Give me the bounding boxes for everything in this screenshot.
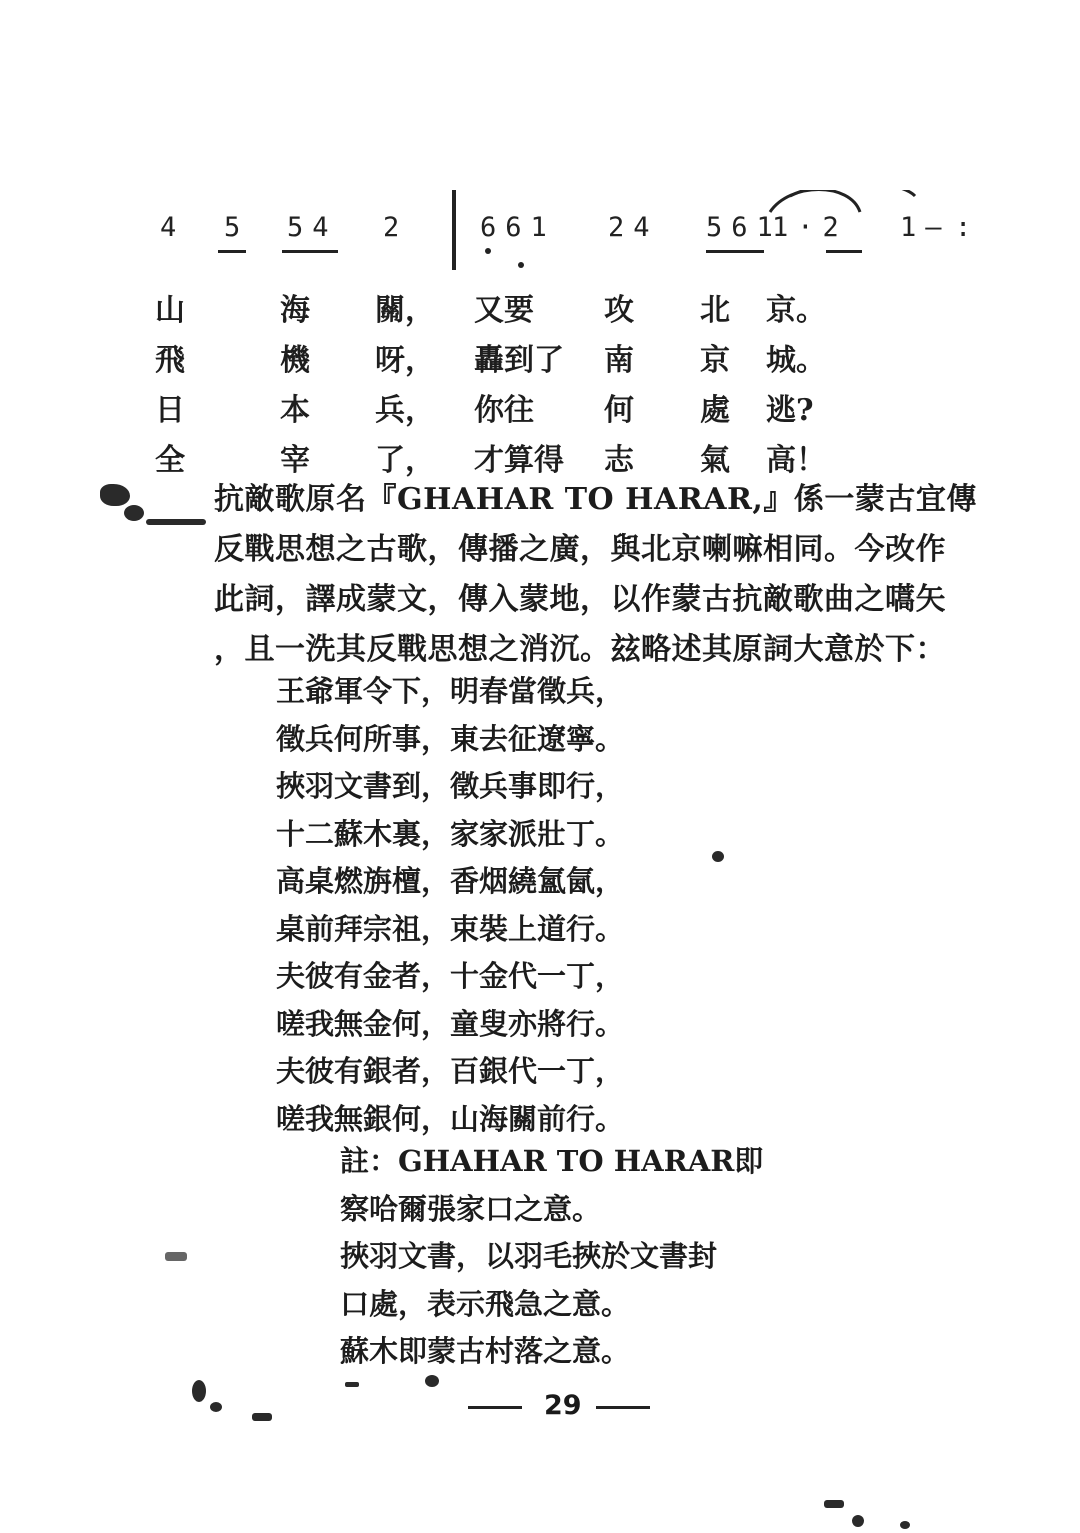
note-group: 24: [608, 212, 659, 243]
lyric-cell: 你往: [474, 393, 534, 428]
ink-blot: [712, 851, 724, 862]
paragraph-line: 此詞，譯成蒙文，傳入蒙地，以作蒙古抗敵歌曲之嚆矢: [214, 582, 946, 617]
ink-blot: [852, 1515, 864, 1527]
annotation-notes: [340, 1138, 770, 1376]
paragraph-line: 抗敵歌原名『GHAHAR TO HARAR,』係一蒙古宜傳: [214, 482, 977, 517]
paragraph-line: 反戰思想之古歌，傳播之廣，與北京喇嘛相同。今改作: [214, 532, 946, 567]
lyric-cell: 本: [280, 393, 310, 428]
lyric-cell: 城。: [766, 343, 826, 378]
poem-line: 桌前拜宗祖，束裝上道行。: [276, 911, 625, 946]
poem-line: 王爺軍令下，明春當徵兵，: [276, 674, 625, 708]
poem-line: 夫彼有金者，十金代一丁，: [276, 959, 625, 993]
lyric-cell: 何: [604, 393, 634, 428]
original-lyric-poem: [276, 668, 696, 1143]
note-group: 661: [480, 212, 556, 243]
ink-blot: [124, 505, 144, 521]
ink-blot: [900, 1521, 910, 1529]
lyrics-block: [0, 285, 1080, 485]
poem-line: 徵兵何所事，東去征遼寧。: [276, 721, 625, 756]
poem-line: 挾羽文書到，徵兵事即行，: [276, 769, 625, 803]
note-line: 察哈爾張家口之意。: [340, 1191, 602, 1226]
ink-blot: [210, 1402, 222, 1412]
note-group: 54: [287, 212, 338, 243]
lyric-cell: 攻: [604, 293, 634, 328]
note-group: 1·2: [772, 212, 848, 243]
ink-blot: [425, 1375, 439, 1387]
poem-line: 十二蘇木裏，家家派壯丁。: [276, 816, 625, 851]
note-line: 口處，表示飛急之意。: [340, 1286, 631, 1321]
lyric-cell: 南: [604, 343, 634, 378]
lyric-line: [0, 285, 1080, 335]
lyric-cell: 轟到了: [474, 343, 564, 378]
lyric-cell: 宰: [280, 443, 310, 478]
ink-blot: [100, 484, 130, 506]
note-line: 蘇木即蒙古村落之意。: [340, 1334, 631, 1368]
lyric-line: [0, 385, 1080, 435]
explanatory-paragraph: [214, 475, 1004, 675]
lyric-cell: 處: [700, 393, 730, 428]
lyric-cell: 又要: [474, 293, 534, 328]
lyric-cell: 高！: [766, 443, 826, 478]
note-group: 2: [383, 212, 409, 243]
ink-blot: [146, 519, 206, 525]
lyric-cell: 海: [280, 293, 310, 328]
note-line: 挾羽文書，以羽毛挾於文書封: [340, 1239, 718, 1273]
lyric-cell: 山: [155, 293, 185, 328]
poem-line: 夫彼有銀者，百銀代一丁，: [276, 1054, 625, 1088]
ink-blot: [252, 1413, 272, 1421]
note-group: 561: [706, 212, 782, 243]
note-line: 註：GHAHAR TO HARAR即: [340, 1144, 764, 1178]
lyric-cell: 日: [155, 393, 185, 428]
lyric-cell: 飛: [155, 343, 185, 378]
footer-dash: [468, 1406, 522, 1409]
lyric-cell: 氣: [700, 443, 730, 478]
repeat-mark: :: [955, 212, 972, 243]
poem-line: 高桌燃旃檀，香烟繞氳氤，: [276, 864, 625, 898]
lyric-cell: 志: [604, 443, 634, 478]
lyric-cell: 逃?: [766, 393, 814, 428]
lyric-cell: 了，: [375, 443, 435, 478]
lyric-cell: 北: [700, 293, 730, 328]
note-group: 4: [160, 212, 186, 243]
page-footer: [468, 1390, 668, 1424]
slur-arcs: [0, 190, 1080, 280]
page-number: 29: [544, 1390, 582, 1421]
ink-blot: [345, 1382, 359, 1387]
music-notation: [0, 190, 1080, 280]
ink-blot: [824, 1500, 844, 1508]
ink-blot: [192, 1380, 206, 1402]
lyric-cell: 京: [700, 343, 730, 378]
ink-blot: [165, 1252, 187, 1261]
lyric-cell: 全: [155, 443, 185, 478]
lyric-cell: 兵，: [375, 393, 435, 428]
lyric-line: [0, 335, 1080, 385]
note-group: 5: [224, 212, 250, 243]
lyric-cell: 京。: [766, 293, 826, 328]
footer-dash: [596, 1406, 650, 1409]
lyric-cell: 關，: [375, 293, 435, 328]
note-group: 1—: [900, 212, 951, 243]
poem-line: 嗟我無金何，童叟亦將行。: [276, 1006, 625, 1041]
poem-line: 嗟我無銀何，山海關前行。: [276, 1101, 625, 1136]
lyric-cell: 才算得: [474, 443, 564, 478]
lyric-cell: 機: [280, 343, 310, 378]
paragraph-line: ，且一洗其反戰思想之消沉。玆略述其原詞大意於下：: [214, 632, 946, 667]
lyric-cell: 呀，: [375, 343, 435, 378]
